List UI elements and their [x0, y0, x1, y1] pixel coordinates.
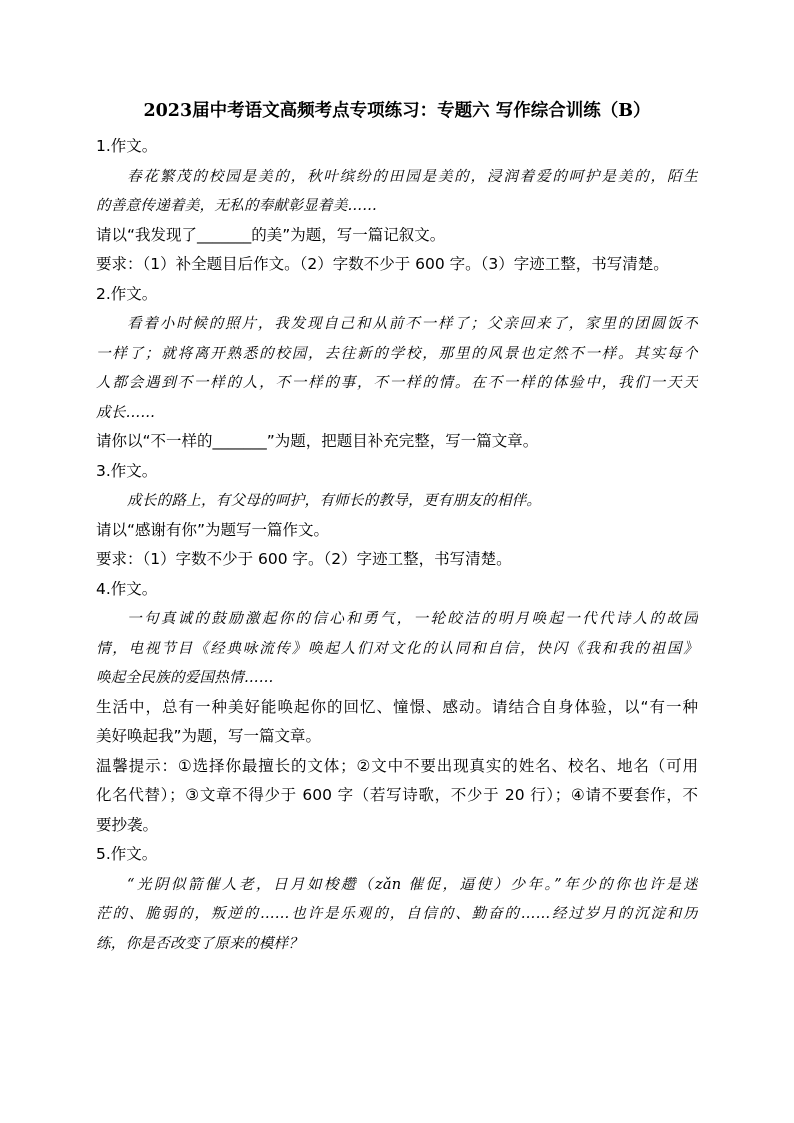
q2-heading: 2.作文。: [96, 284, 158, 303]
q4-heading: 4.作文。: [96, 579, 158, 598]
q4-tips-line-1: 温馨提示：①选择你最擅长的文体；②文中不要出现真实的姓名、校名、地名（可用: [96, 756, 698, 775]
q3-requirements: 要求：（1）字数不少于 600 字。（2）字迹工整，书写清楚。: [96, 550, 512, 568]
q3-prompt: 请以“感谢有你”为题写一篇作文。: [96, 520, 330, 539]
q3-material-line-1: 成长的路上，有父母的呵护，有师长的教导，更有朋友的相伴。: [127, 492, 542, 509]
q1-material-line-2: 的善意传递着美，无私的奉献彰显着美……: [96, 197, 378, 214]
q2-material-line-3: 人都会遇到不一样的人，不一样的事，不一样的情。在不一样的体验中，我们一天天: [96, 374, 698, 391]
q1-heading: 1.作文。: [96, 137, 158, 155]
q5-material-line-1: “光阴似箭催人老，日月如梭趱（zǎn 催促，逼使）少年。”年少的你也许是迷: [127, 875, 698, 893]
q2-prompt: 请你以“不一样的_______”为题，把题目补充完整，写一篇文章。: [96, 432, 539, 450]
q4-prompt-line-2: 美好唤起我”为题，写一篇文章。: [96, 727, 322, 745]
q4-prompt-line-1: 生活中，总有一种美好能唤起你的回忆、憧憬、感动。请结合自身体验，以“有一种: [96, 697, 698, 716]
q4-material-line-1: 一句真诚的鼓励激起你的信心和勇气，一轮皎洁的明月唤起一代代诗人的故园: [127, 610, 698, 627]
q2-material-line-4: 成长……: [96, 403, 156, 421]
q1-requirements: 要求：（1）补全题目后作文。（2）字数不少于 600 字。（3）字迹工整，书写清楚。: [96, 255, 669, 273]
q1-material-line-1: 春花繁茂的校园是美的，秋叶缤纷的田园是美的，浸润着爱的呵护是美的，陌生: [127, 167, 698, 185]
q4-material-line-3: 唤起全民族的爱国热情……: [96, 669, 274, 686]
document-body: [96, 132, 698, 958]
q5-heading: 5.作文。: [96, 845, 158, 863]
page-title: 2023届中考语文高频考点专项练习：专题六 写作综合训练（B）: [143, 101, 651, 121]
q5-material-line-2: 茫的、脆弱的，叛逆的……也许是乐观的，自信的、勤奋的……经过岁月的沉淀和历: [96, 905, 698, 922]
q4-material-line-2: 情，电视节目《经典咏流传》唤起人们对文化的认同和自信，快闪《我和我的祖国》: [96, 639, 698, 657]
q3-heading: 3.作文。: [96, 461, 158, 480]
q1-prompt: 请以“我发现了_______的美”为题，写一篇记叙文。: [96, 225, 446, 244]
q5-material-line-3: 练，你是否改变了原来的模样？: [96, 934, 304, 952]
q4-tips-line-2: 化名代替）；③文章不得少于 600 字（若写诗歌，不少于 20 行）；④请不要套作，不: [96, 786, 698, 804]
q2-material-line-1: 看着小时候的照片，我发现自己和从前不一样了；父亲回来了，家里的团圆饭不: [127, 315, 698, 332]
q2-material-line-2: 一样了；就将离开熟悉的校园，去往新的学校，那里的风景也定然不一样。其实每个: [96, 344, 698, 362]
q4-tips-line-3: 要抄袭。: [96, 815, 159, 834]
